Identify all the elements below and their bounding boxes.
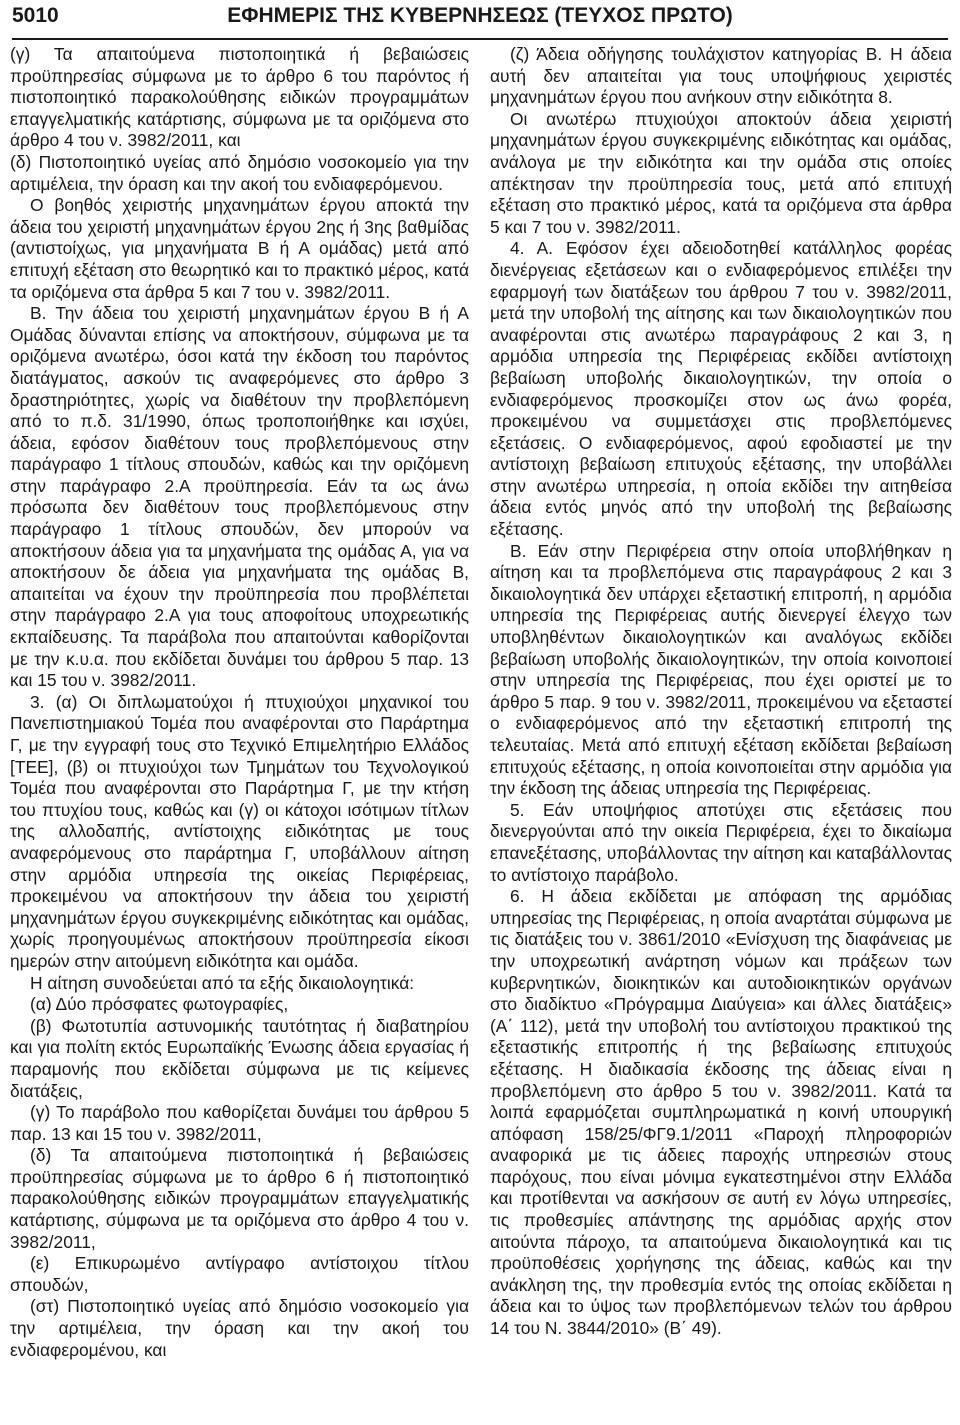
right-column [490,44,952,1340]
paragraph: (δ) Πιστοποιητικό υγείας από δημόσιο νοσοκομείο για την αρτιμέλεια, την όραση και την ακοή του ενδιαφερόμενου. [10,151,469,194]
page-number: 5010 [12,4,59,27]
paragraph: (ζ) Άδεια οδήγησης τουλάχιστον κατηγορίας Β. Η άδεια αυτή δεν απαιτείται για τους υποψήφιους χειριστές μηχανημάτων έργου που ανήκουν στην ειδικότητα 8. [490,44,952,108]
paragraph: 3. (α) Οι διπλωματούχοι ή πτυχιούχοι μηχανικοί του Πανεπιστημιακού Τομέα που αναφέρονται στο Παράρτημα Γ, με την εγγραφή τους στο Τεχνικό Επιμελητήριο Ελλάδος [ΤΕΕ], (β) οι πτυχιούχοι των Τμημάτων του Τεχνολογικού Τομέα που αναφέρονται στο Παράρτημα Γ, με την κτήση του πτυχίου τους, καθώς και (γ) οι κάτοχοι ισότιμων τίτλων της αλλοδαπής, αντίστοιχης ειδικότητας με τους αναφερόμενους στο παράρτημα Γ, υποβάλλουν αίτηση στην αρμόδια υπηρεσία της οικείας Περιφέρειας, προκειμένου να αποκτήσουν την άδεια του χειριστή μηχανημάτων έργου συγκεκριμένης ειδικότητας και ομάδας, χωρίς προηγουμένως αποκτήσουν προϋπηρεσία είκοσι ημερών στην αιτούμενη ειδικότητα και ομάδα. [10,691,469,971]
paragraph: (στ) Πιστοποιητικό υγείας από δημόσιο νοσοκομείο για την αρτιμέλεια, την όραση και την ακοή του ενδιαφερομένου, και [10,1296,469,1360]
paragraph: Β. Την άδεια του χειριστή μηχανημάτων έργου Β ή Α Ομάδας δύνανται επίσης να αποκτήσουν, σύμφωνα με τα οριζόμενα ανωτέρω, όσοι κατά την έκδοση του παρόντος διατάγματος, ασκούν τις αναφερόμενες στο άρθρο 3 δραστηριότητες, χωρίς να διαθέτουν την προβλεπόμενη από το π.δ. 31/1990, όπως τροποποιήθηκε και ισχύει, άδεια, εφόσον διαθέτουν τους προβλεπόμενους στην παράγραφο 1 τίτλους σπουδών, καθώς και την οριζόμενη στην παράγραφο 2.Α προϋπηρεσία. Εάν τα ως άνω πρόσωπα δεν διαθέτουν τους προβλεπόμενους στην παράγραφο 1 τίτλους σπουδών, δεν μπορούν να αποκτήσουν άδεια για τα μηχανήματα της ομάδας Α, για να αποκτήσουν δε άδεια για μηχανήματα της ομάδας Β, απαιτείται να έχουν την προϋπηρεσία που προβλέπεται στην παράγραφο 2.Α για τους αποφοίτους υποχρεωτικής εκπαίδευσης. Τα παράβολα που απαιτούνται καθορίζονται με την κ.υ.α. που εκδίδεται δυνάμει του άρθρου 5 παρ. 13 και 15 του ν. 3982/2011. [10,303,469,691]
left-column [10,44,469,1361]
paragraph: Οι ανωτέρω πτυχιούχοι αποκτούν άδεια χειριστή μηχανημάτων έργου συγκεκριμένης ειδικότητας και ομάδας, ανάλογα με την ειδικότητα και την ομάδα στις οποίες απέκτησαν την προϋπηρεσία τους, μετά από επιτυχή εξέταση στο πρακτικό μέρος, κατά τα οριζόμενα στα άρθρα 5 και 7 του ν. 3982/2011. [490,108,952,237]
paragraph: Ο βοηθός χειριστής μηχανημάτων έργου αποκτά την άδεια του χειριστή μηχανημάτων έργου 2ης ή 3ης βαθμίδας (αντιστοίχως, για μηχανήματα Β ή Α ομάδας) μετά από επιτυχή εξέταση στο θεωρητικό και το πρακτικό μέρος, κατά τα οριζόμενα στα άρθρα 5 και 7 του ν. 3982/2011. [10,195,469,302]
paragraph: (ε) Επικυρωμένο αντίγραφο αντίστοιχου τίτλου σπουδών, [10,1253,469,1295]
paragraph: (β) Φωτοτυπία αστυνομικής ταυτότητας ή διαβατηρίου και για πολίτη εκτός Ευρωπαϊκής Ένωσης άδεια εργασίας ή παραμονής που εκδίδεται σύμφωνα με τις κείμενες διατάξεις, [10,1015,469,1101]
paragraph: (α) Δύο πρόσφατες φωτογραφίες, [30,994,289,1015]
gazette-title: ΕΦΗΜΕΡΙΣ ΤΗΣ ΚΥΒΕΡΝΗΣΕΩΣ (ΤΕΥΧΟΣ ΠΡΩΤΟ) [227,4,733,27]
paragraph: 6. Η άδεια εκδίδεται με απόφαση της αρμόδιας υπηρεσίας της Περιφέρειας, η οποία αναρτάται σύμφωνα με τις διατάξεις του ν. 3861/2010 «Ενίσχυση της διαφάνειας με την υποχρεωτική ανάρτηση νόμων και πράξεων των κυβερνητικών, διοικητικών και αυτοδιοικητικών οργάνων στο διαδίκτυο «Πρόγραμμα Διαύγεια» και άλλες διατάξεις» (Α΄ 112), μετά την υποβολή του αντίστοιχου πρακτικού της εξεταστικής επιτροπής ή της βεβαίωσης επιτυχούς εξέτασης. Η διαδικασία έκδοσης της άδειας είναι η προβλεπόμενη στο άρθρο 5 του ν. 3982/2011. Κατά τα λοιπά εφαρμόζεται συμπληρωματικά η κοινή υπουργική απόφαση 158/25/ΦΓ9.1/2011 «Παροχή πληροφοριών αναφορικά με τις άδειες παροχής υπηρεσιών στους παρόχους, που είναι μόνιμα εγκατεστημένοι στην Ελλάδα και προτίθενται να ασκήσουν σε αυτή εν λόγω υπηρεσίες, τις προθεσμίες απάντησης της αρμόδιας αρχής στον αιτούντα πάροχο, τα απαιτούμενα δικαιολογητικά και τις προϋποθέσεις χορήγησης της άδειας, καθώς και την ανάκληση της, την προθεσμία εντός της οποίας εκδίδεται η άδεια και το ύψος των προβλεπόμενων τελών του άρθρου 14 του Ν. 3844/2010» (Β΄ 49). [490,886,952,1339]
paragraph: 5. Εάν υποψήφιος αποτύχει στις εξετάσεις που διενεργούνται από την οικεία Περιφέρεια, έχει το δικαίωμα επανεξέτασης, υποβάλλοντας την αίτηση και καταβάλλοντας το αντίστοιχο παράβολο. [490,799,952,885]
paragraph: (γ) Το παράβολο που καθορίζεται δυνάμει του άρθρου 5 παρ. 13 και 15 του ν. 3982/2011, [10,1102,469,1144]
paragraph: (γ) Τα απαιτούμενα πιστοποιητικά ή βεβαιώσεις προϋπηρεσίας σύμφωνα με το άρθρο 6 του παρόντος ή πιστοποιητικό παρακολούθησης ειδικών προγραμμάτων επαγγελματικής κατάρτισης, σύμφωνα με τα οριζόμενα στο άρθρο 4 του ν. 3982/2011, και [10,44,469,151]
paragraph: Β. Εάν στην Περιφέρεια στην οποία υποβλήθηκαν η αίτηση και τα προβλεπόμενα στις παραγράφους 2 και 3 δικαιολογητικά δεν υπάρχει εξεταστική επιτροπή, η αρμόδια υπηρεσία της Περιφέρειας αυτής διενεργεί έλεγχο των υποβληθέντων δικαιολογητικών και αναλόγως εκδίδει βεβαίωση υποβολής δικαιολογητικών, την οποία κοινοποιεί στην υπηρεσία της Περιφέρειας, που έχει οριστεί με το άρθρο 5 παρ. 9 του ν. 3982/2011, προκειμένου να εξεταστεί ο ενδιαφερόμενος από την εξεταστική επιτροπή της τελευταίας. Μετά από επιτυχή εξέταση εκδίδεται βεβαίωση επιτυχούς εξέτασης, η οποία κοινοποιείται στην αρμόδια για την έκδοση της άδειας υπηρεσία της Περιφέρειας. [490,540,952,799]
paragraph: (δ) Τα απαιτούμενα πιστοποιητικά ή βεβαιώσεις προϋπηρεσίας σύμφωνα με το άρθρο 6 ή πιστοποιητικό παρακολούθησης ειδικών προγραμμάτων επαγγελματικής κατάρτισης, σύμφωνα με τα οριζόμενα στο άρθρο 4 του ν. 3982/2011, [10,1145,469,1252]
paragraph: 4. Α. Εφόσον έχει αδειοδοτηθεί κατάλληλος φορέας διενέργειας εξετάσεων και ο ενδιαφερόμενος επιλέξει την εφαρμογή των διατάξεων του άρθρου 7 του ν. 3982/2011, μετά την υποβολή της αίτησης και των δικαιολογητικών που αναφέρονται στις ανωτέρω παραγράφους 2 και 3, η αρμόδια υπηρεσία της Περιφέρειας εκδίδει αντίστοιχη βεβαίωση υποβολής δικαιολογητικών, την οποία ο ενδιαφερόμενος προσκομίζει στον ως άνω φορέα, προκειμένου να συμμετάσχει στις προβλεπόμενες εξετάσεις. Ο ενδιαφερόμενος, αφού εφοδιαστεί με την αντίστοιχη βεβαίωση επιτυχούς εξέτασης, την υποβάλλει στην ανωτέρω υπηρεσία, η οποία εκδίδει την αιτηθείσα άδεια εντός μηνός από την υποβολή της βεβαίωσης εξέτασης. [490,238,952,540]
page-header [12,0,948,40]
paragraph: Η αίτηση συνοδεύεται από τα εξής δικαιολογητικά: [30,972,415,993]
